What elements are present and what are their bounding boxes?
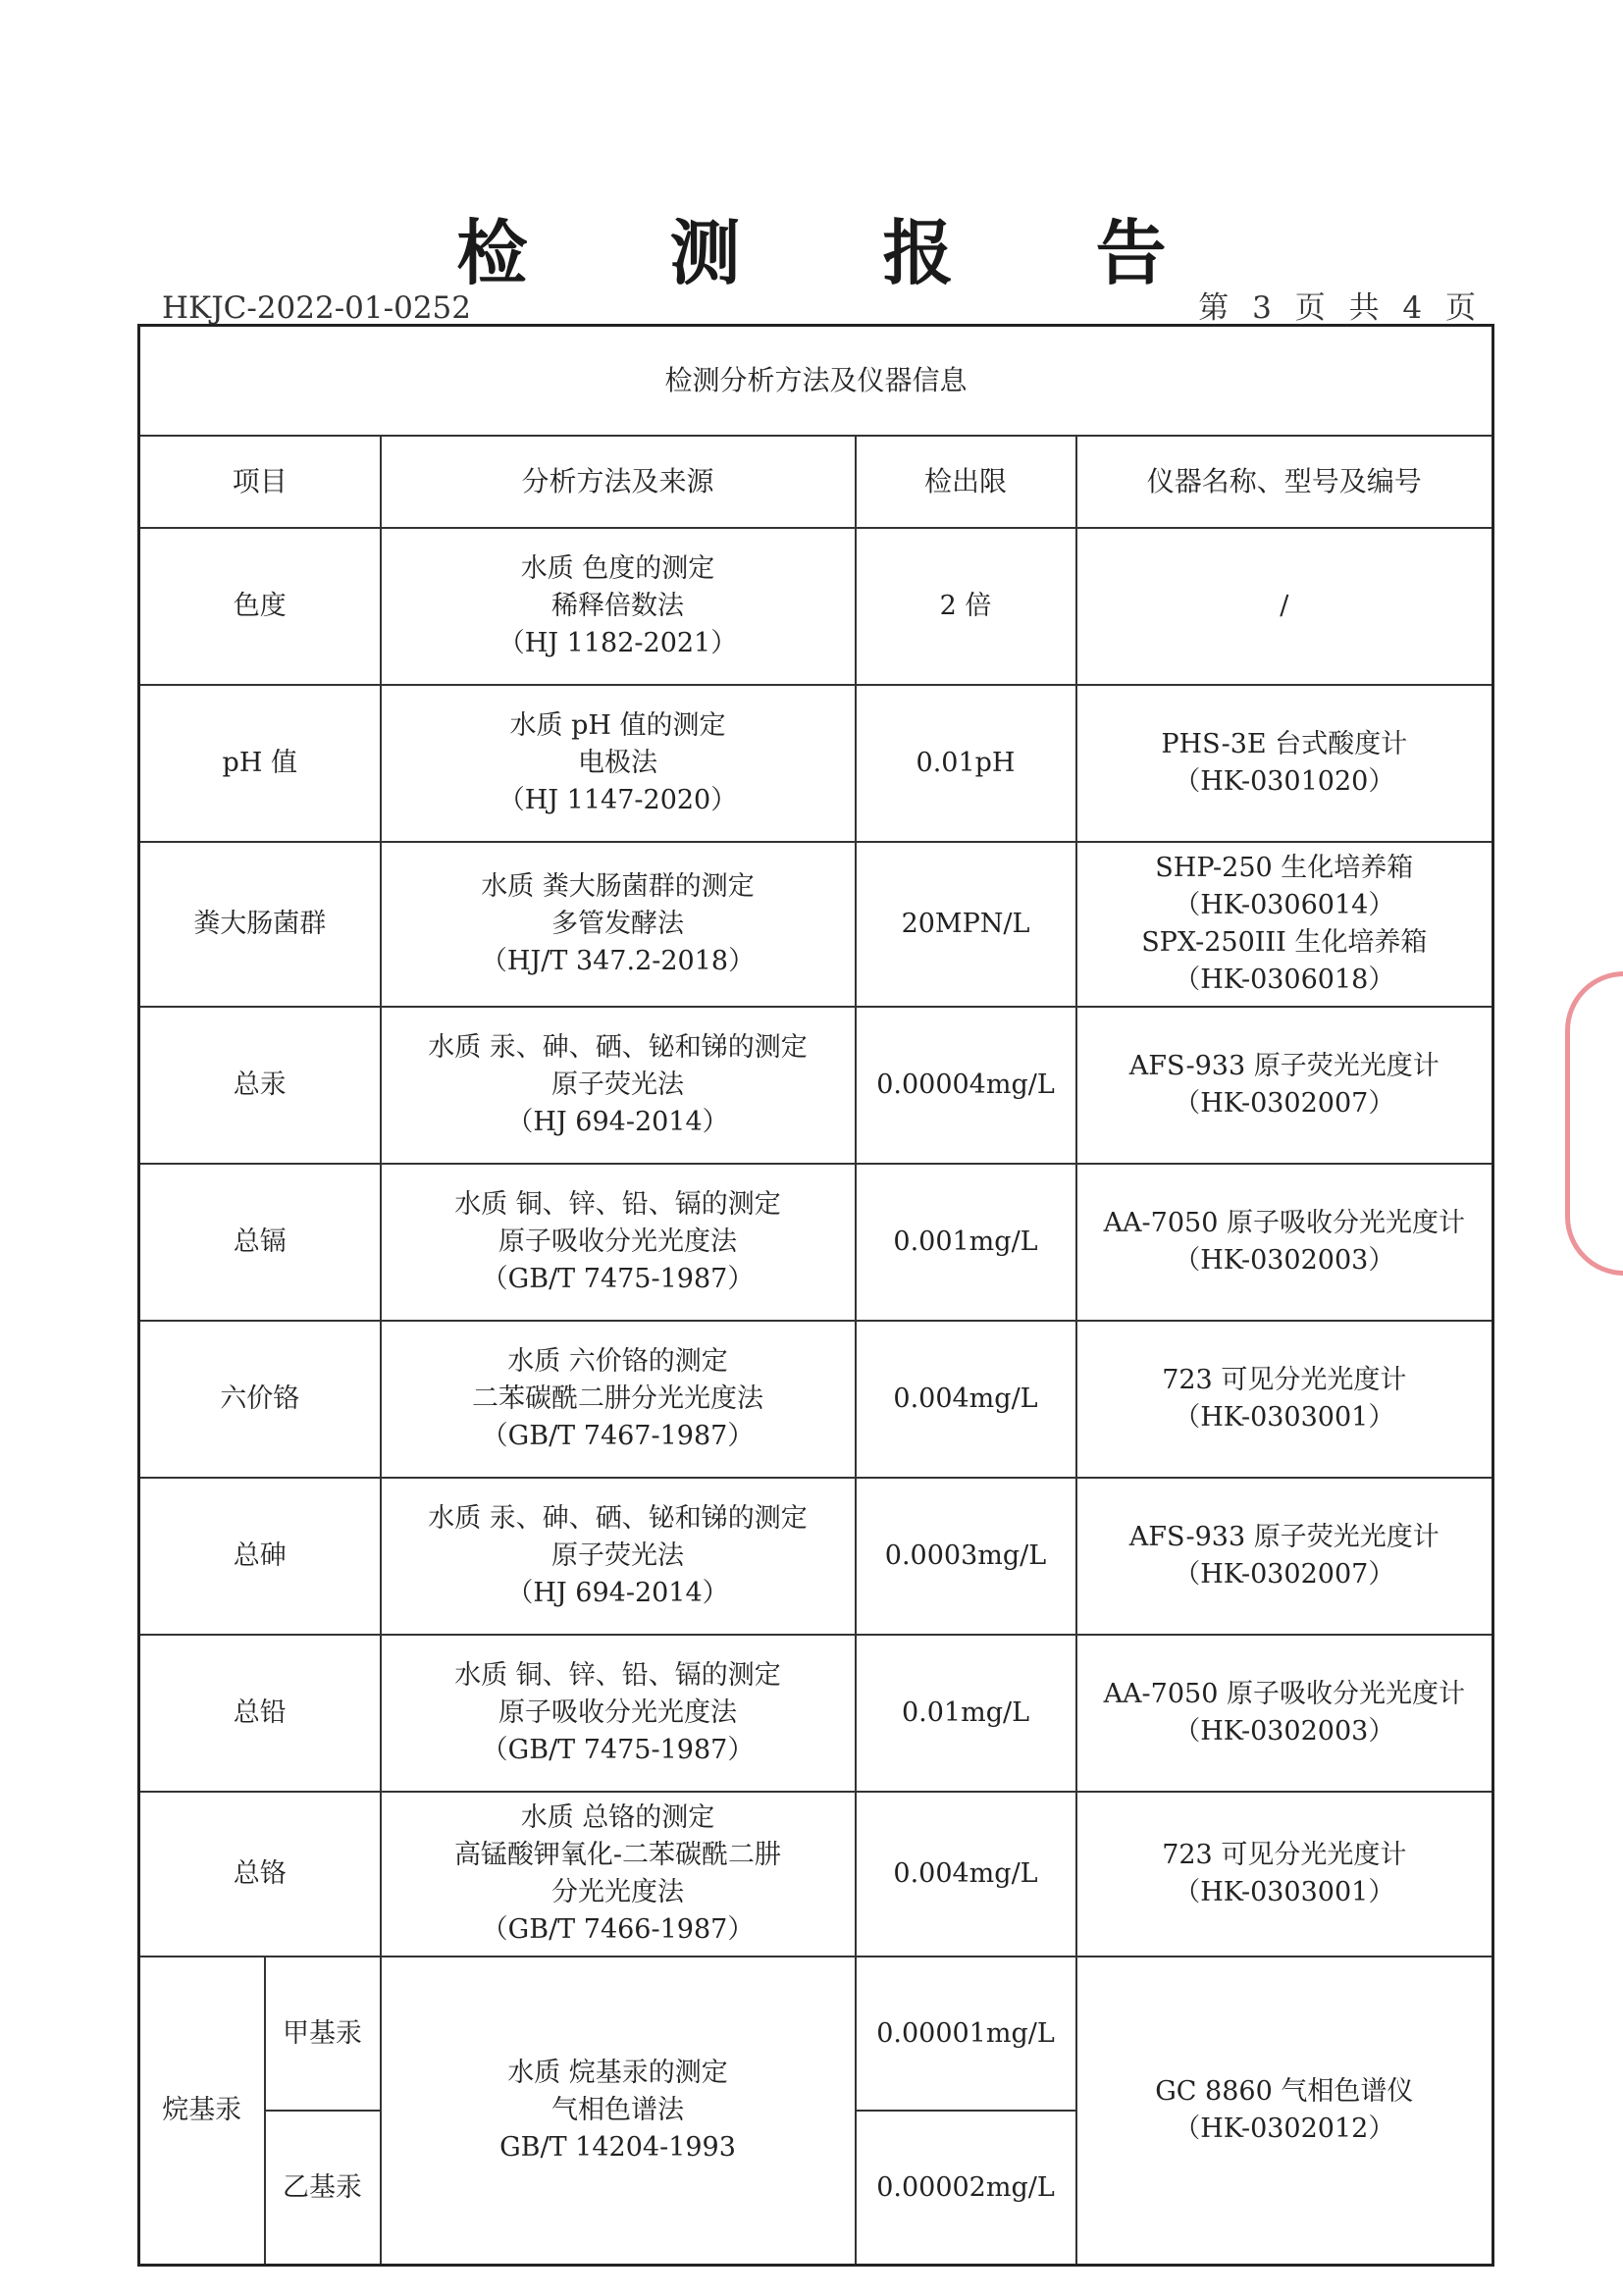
- instrument-cell: [1076, 1478, 1493, 1635]
- methods-table: [137, 324, 1494, 2267]
- method-cell-line: （GB/T 7475-1987）: [481, 1735, 755, 1765]
- method-cell-line: 水质 烷基汞的测定: [507, 2058, 728, 2088]
- table-row: [139, 1635, 1493, 1792]
- item-cell: 粪大肠菌群: [139, 842, 381, 1007]
- table-row: [139, 1478, 1493, 1635]
- method-cell-line: 原子吸收分光光度法: [498, 1226, 737, 1257]
- method-cell-line: 高锰酸钾氧化-二苯碳酰二肼: [453, 1840, 782, 1870]
- method-cell-line: 多管发酵法: [551, 909, 684, 939]
- instrument-cell: [1076, 842, 1493, 1007]
- instrument-cell: [1076, 1957, 1493, 2266]
- section-title: 检测分析方法及仪器信息: [139, 326, 1493, 437]
- table-row: [139, 1007, 1493, 1164]
- instrument-cell-line: （HK-0302007）: [1174, 1559, 1395, 1590]
- method-cell-line: （GB/T 7466-1987）: [481, 1914, 755, 1945]
- item-cell: 总镉: [139, 1164, 381, 1321]
- method-cell-line: 水质 总铬的测定: [520, 1802, 715, 1833]
- item-cell: pH 值: [139, 685, 381, 842]
- method-cell-line: GB/T 14204-1993: [499, 2132, 736, 2163]
- method-cell: [381, 1957, 856, 2266]
- limit-cell: 20MPN/L: [856, 842, 1076, 1007]
- limit-cell: 2 倍: [856, 528, 1076, 685]
- instrument-cell-line: （HK-0302003）: [1174, 1716, 1395, 1747]
- limit-cell: 0.00001mg/L: [856, 1957, 1076, 2111]
- instrument-cell-line: （HK-0302012）: [1174, 2113, 1395, 2144]
- seal-stamp: [1565, 971, 1623, 1276]
- table-row: [139, 685, 1493, 842]
- item-cell: 总铬: [139, 1792, 381, 1957]
- instrument-cell-line: （HK-0302003）: [1174, 1245, 1395, 1276]
- method-cell-line: 水质 pH 值的测定: [509, 710, 726, 741]
- method-cell-line: 稀释倍数法: [551, 591, 684, 621]
- instrument-cell-line: AFS-933 原子荧光光度计: [1128, 1522, 1440, 1552]
- method-cell-line: （HJ 694-2014）: [506, 1107, 729, 1137]
- method-cell: [381, 1635, 856, 1792]
- instrument-cell-line: （HK-0306018）: [1174, 965, 1395, 995]
- instrument-cell: [1076, 1007, 1493, 1164]
- report-title: 检 测 报 告: [456, 211, 1226, 294]
- instrument-cell: [1076, 1321, 1493, 1478]
- header-instrument: 仪器名称、型号及编号: [1076, 436, 1493, 528]
- limit-cell: 0.0003mg/L: [856, 1478, 1076, 1635]
- limit-cell: 0.01mg/L: [856, 1635, 1076, 1792]
- item-cell: 总汞: [139, 1007, 381, 1164]
- method-cell-line: 水质 汞、砷、硒、铋和锑的测定: [428, 1032, 808, 1063]
- method-cell-line: （HJ 694-2014）: [506, 1578, 729, 1608]
- method-cell-line: （HJ 1182-2021）: [497, 628, 738, 658]
- method-cell-line: （GB/T 7475-1987）: [481, 1264, 755, 1294]
- method-cell-line: 原子荧光法: [551, 1540, 684, 1571]
- methods-table-wrapper: [137, 324, 1492, 2267]
- group-cell: 烷基汞: [139, 1957, 265, 2266]
- instrument-cell: [1076, 1792, 1493, 1957]
- method-cell-line: 原子吸收分光光度法: [498, 1697, 737, 1728]
- method-cell: [381, 1164, 856, 1321]
- method-cell-line: 水质 铜、锌、铅、镉的测定: [454, 1189, 781, 1220]
- instrument-cell-line: （HK-0302007）: [1174, 1088, 1395, 1119]
- instrument-cell-line: （HK-0303001）: [1174, 1402, 1395, 1433]
- method-cell: [381, 842, 856, 1007]
- instrument-cell: [1076, 1164, 1493, 1321]
- method-cell: [381, 1792, 856, 1957]
- limit-cell: 0.001mg/L: [856, 1164, 1076, 1321]
- header-limit: 检出限: [856, 436, 1076, 528]
- method-cell-line: 水质 六价铬的测定: [507, 1346, 728, 1377]
- table-row: [139, 528, 1493, 685]
- method-cell: [381, 1007, 856, 1164]
- instrument-cell: [1076, 685, 1493, 842]
- item-cell: 总铅: [139, 1635, 381, 1792]
- method-cell-line: 原子荧光法: [551, 1070, 684, 1100]
- method-cell: [381, 528, 856, 685]
- instrument-cell-line: /: [1280, 591, 1289, 621]
- instrument-cell: [1076, 1635, 1493, 1792]
- table-row: [139, 1792, 1493, 1957]
- limit-cell: 0.00002mg/L: [856, 2111, 1076, 2266]
- page-info: 第 3 页 共 4 页: [1198, 290, 1476, 326]
- limit-cell: 0.01pH: [856, 685, 1076, 842]
- table-row: [139, 1321, 1493, 1478]
- method-cell-line: 水质 粪大肠菌群的测定: [481, 871, 755, 902]
- method-cell-line: （HJ/T 347.2-2018）: [480, 946, 756, 976]
- instrument-cell-line: （HK-0303001）: [1174, 1877, 1395, 1907]
- sub-item-cell: 乙基汞: [265, 2111, 381, 2266]
- method-cell: [381, 1478, 856, 1635]
- instrument-cell-line: AA-7050 原子吸收分光光度计: [1103, 1208, 1465, 1238]
- instrument-cell-line: SHP-250 生化培养箱: [1155, 853, 1414, 883]
- instrument-cell-line: （HK-0301020）: [1174, 766, 1395, 797]
- item-cell: 色度: [139, 528, 381, 685]
- instrument-cell-line: 723 可见分光光度计: [1162, 1840, 1407, 1870]
- item-cell: 六价铬: [139, 1321, 381, 1478]
- limit-cell: 0.004mg/L: [856, 1321, 1076, 1478]
- header-item: 项目: [139, 436, 381, 528]
- instrument-cell-line: AFS-933 原子荧光光度计: [1128, 1051, 1440, 1081]
- method-cell-line: 电极法: [578, 748, 657, 778]
- item-cell: 总砷: [139, 1478, 381, 1635]
- instrument-cell-line: AA-7050 原子吸收分光光度计: [1103, 1679, 1465, 1709]
- instrument-cell: [1076, 528, 1493, 685]
- instrument-cell-line: PHS-3E 台式酸度计: [1161, 729, 1408, 759]
- header-row: [139, 436, 1493, 528]
- method-cell: [381, 685, 856, 842]
- instrument-cell-line: 723 可见分光光度计: [1162, 1365, 1407, 1395]
- method-cell-line: 分光光度法: [551, 1877, 684, 1907]
- instrument-cell-line: （HK-0306014）: [1174, 890, 1395, 920]
- table-row: [139, 1164, 1493, 1321]
- limit-cell: 0.00004mg/L: [856, 1007, 1076, 1164]
- method-cell-line: 水质 铜、锌、铅、镉的测定: [454, 1660, 781, 1691]
- method-cell-line: 气相色谱法: [551, 2095, 684, 2125]
- method-cell-line: 二苯碳酰二肼分光光度法: [472, 1383, 763, 1414]
- instrument-cell-line: GC 8860 气相色谱仪: [1155, 2076, 1414, 2107]
- instrument-cell-line: SPX-250III 生化培养箱: [1141, 927, 1428, 958]
- method-cell: [381, 1321, 856, 1478]
- method-cell-line: 水质 汞、砷、硒、铋和锑的测定: [428, 1503, 808, 1534]
- method-cell-line: （HJ 1147-2020）: [497, 785, 738, 815]
- method-cell-line: （GB/T 7467-1987）: [481, 1421, 755, 1451]
- limit-cell: 0.004mg/L: [856, 1792, 1076, 1957]
- sub-item-cell: 甲基汞: [265, 1957, 381, 2111]
- method-cell-line: 水质 色度的测定: [520, 553, 715, 584]
- table-row: [139, 1957, 1493, 2111]
- report-number: HKJC-2022-01-0252: [162, 290, 471, 326]
- header-method: 分析方法及来源: [381, 436, 856, 528]
- table-row: [139, 842, 1493, 1007]
